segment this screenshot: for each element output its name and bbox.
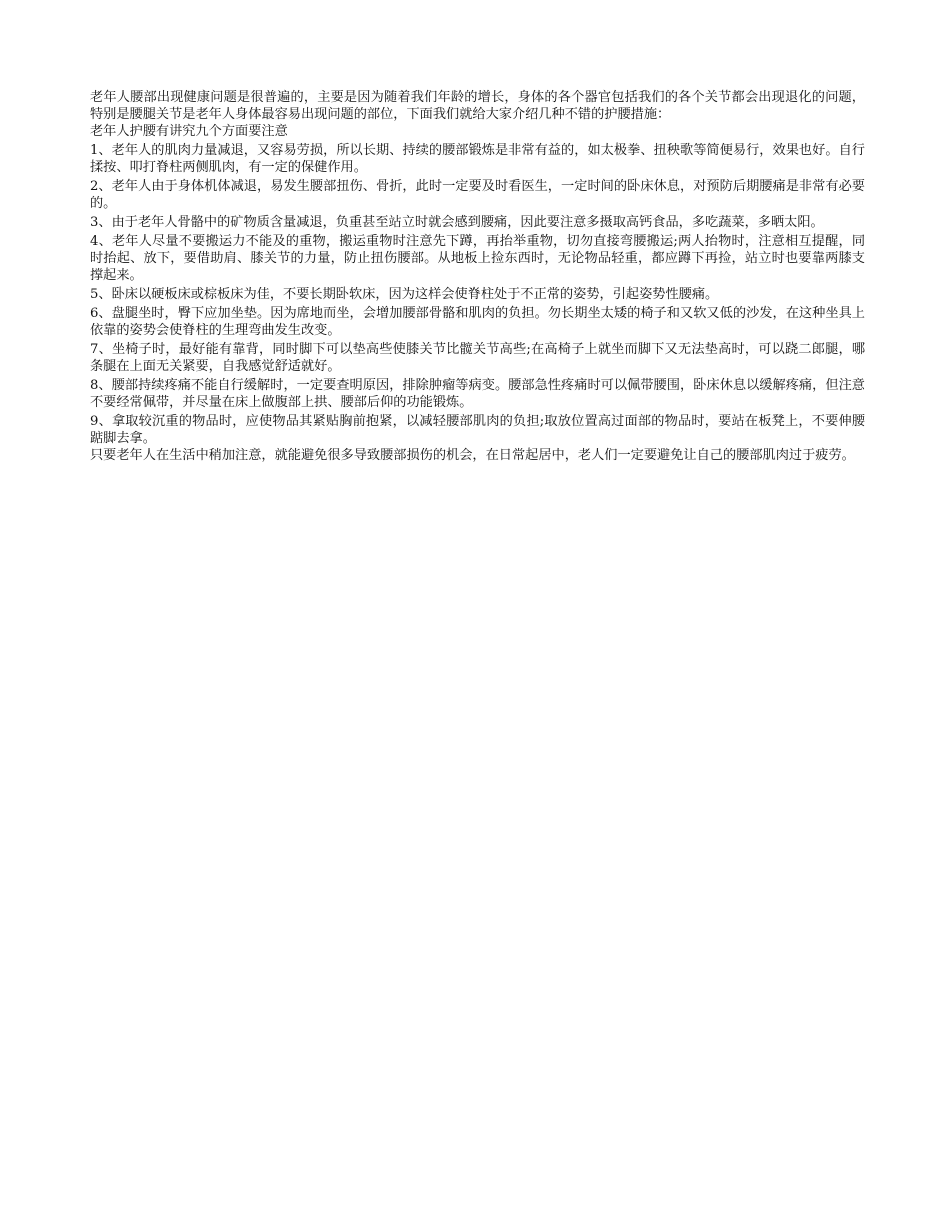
section-heading: 老年人护腰有讲究九个方面要注意: [90, 124, 288, 139]
intro-paragraph: 老年人腰部出现健康问题是很普遍的，主要是因为随着我们年龄的增长，身体的各个器官包括我们的各个关节都会出现退化的问题，特别是腰腿关节是老年人身体最容易出现问题的部位，下面我们就给大家介绍几种不错的护腰措施：: [90, 90, 865, 122]
list-item: 2、老年人由于身体机体减退，易发生腰部扭伤、骨折，此时一定要及时看医生，一定时间的卧床休息，对预防后期腰痛是非常有必要的。: [90, 179, 865, 211]
list-item: 1、老年人的肌肉力量减退，又容易劳损，所以长期、持续的腰部锻炼是非常有益的，如太极拳、扭秧歌等简便易行，效果也好。自行揉按、叩打脊柱两侧肌肉，有一定的保健作用。: [90, 143, 865, 175]
conclusion-paragraph: 只要老年人在生活中稍加注意，就能避免很多导致腰部损伤的机会，在日常起居中，老人们一定要避免让自己的腰部肌肉过于疲劳。: [90, 448, 855, 463]
list-item: 5、卧床以硬板床或棕板床为佳，不要长期卧软床，因为这样会使脊柱处于不正常的姿势，引起姿势性腰痛。: [90, 287, 719, 302]
list-item: 6、盘腿坐时，臀下应加坐垫。因为席地而坐，会增加腰部骨骼和肌肉的负担。勿长期坐太矮的椅子和又软又低的沙发，在这种坐具上依靠的姿势会使脊柱的生理弯曲发生改变。: [90, 306, 865, 338]
list-item: 7、坐椅子时，最好能有靠背，同时脚下可以垫高些使膝关节比髋关节高些;在高椅子上就坐而脚下又无法垫高时，可以跷二郎腿，哪条腿在上面无关紧要，自我感觉舒适就好。: [90, 342, 865, 374]
list-item: 4、老年人尽量不要搬运力不能及的重物，搬运重物时注意先下蹲，再抬举重物，切勿直接弯腰搬运;两人抬物时，注意相互提醒，同时抬起、放下，要借助肩、膝关节的力量，防止扭伤腰部。从地板上捡东西时，无论物品轻重，都应蹲下再捡，站立时也要靠两膝支撑起来。: [90, 234, 865, 283]
list-item: 8、腰部持续疼痛不能自行缓解时，一定要查明原因，排除肿瘤等病变。腰部急性疼痛时可以佩带腰围，卧床休息以缓解疼痛，但注意不要经常佩带，并尽量在床上做腹部上拱、腰部后仰的功能锻炼。: [90, 378, 865, 410]
document-body: [90, 89, 865, 464]
list-item: 9、拿取较沉重的物品时，应使物品其紧贴胸前抱紧，以减轻腰部肌肉的负担;取放位置高过面部的物品时，要站在板凳上，不要伸腰踮脚去拿。: [90, 414, 865, 446]
list-item: 3、由于老年人骨骼中的矿物质含量减退，负重甚至站立时就会感到腰痛，因此要注意多摄取高钙食品，多吃蔬菜，多晒太阳。: [90, 215, 824, 230]
